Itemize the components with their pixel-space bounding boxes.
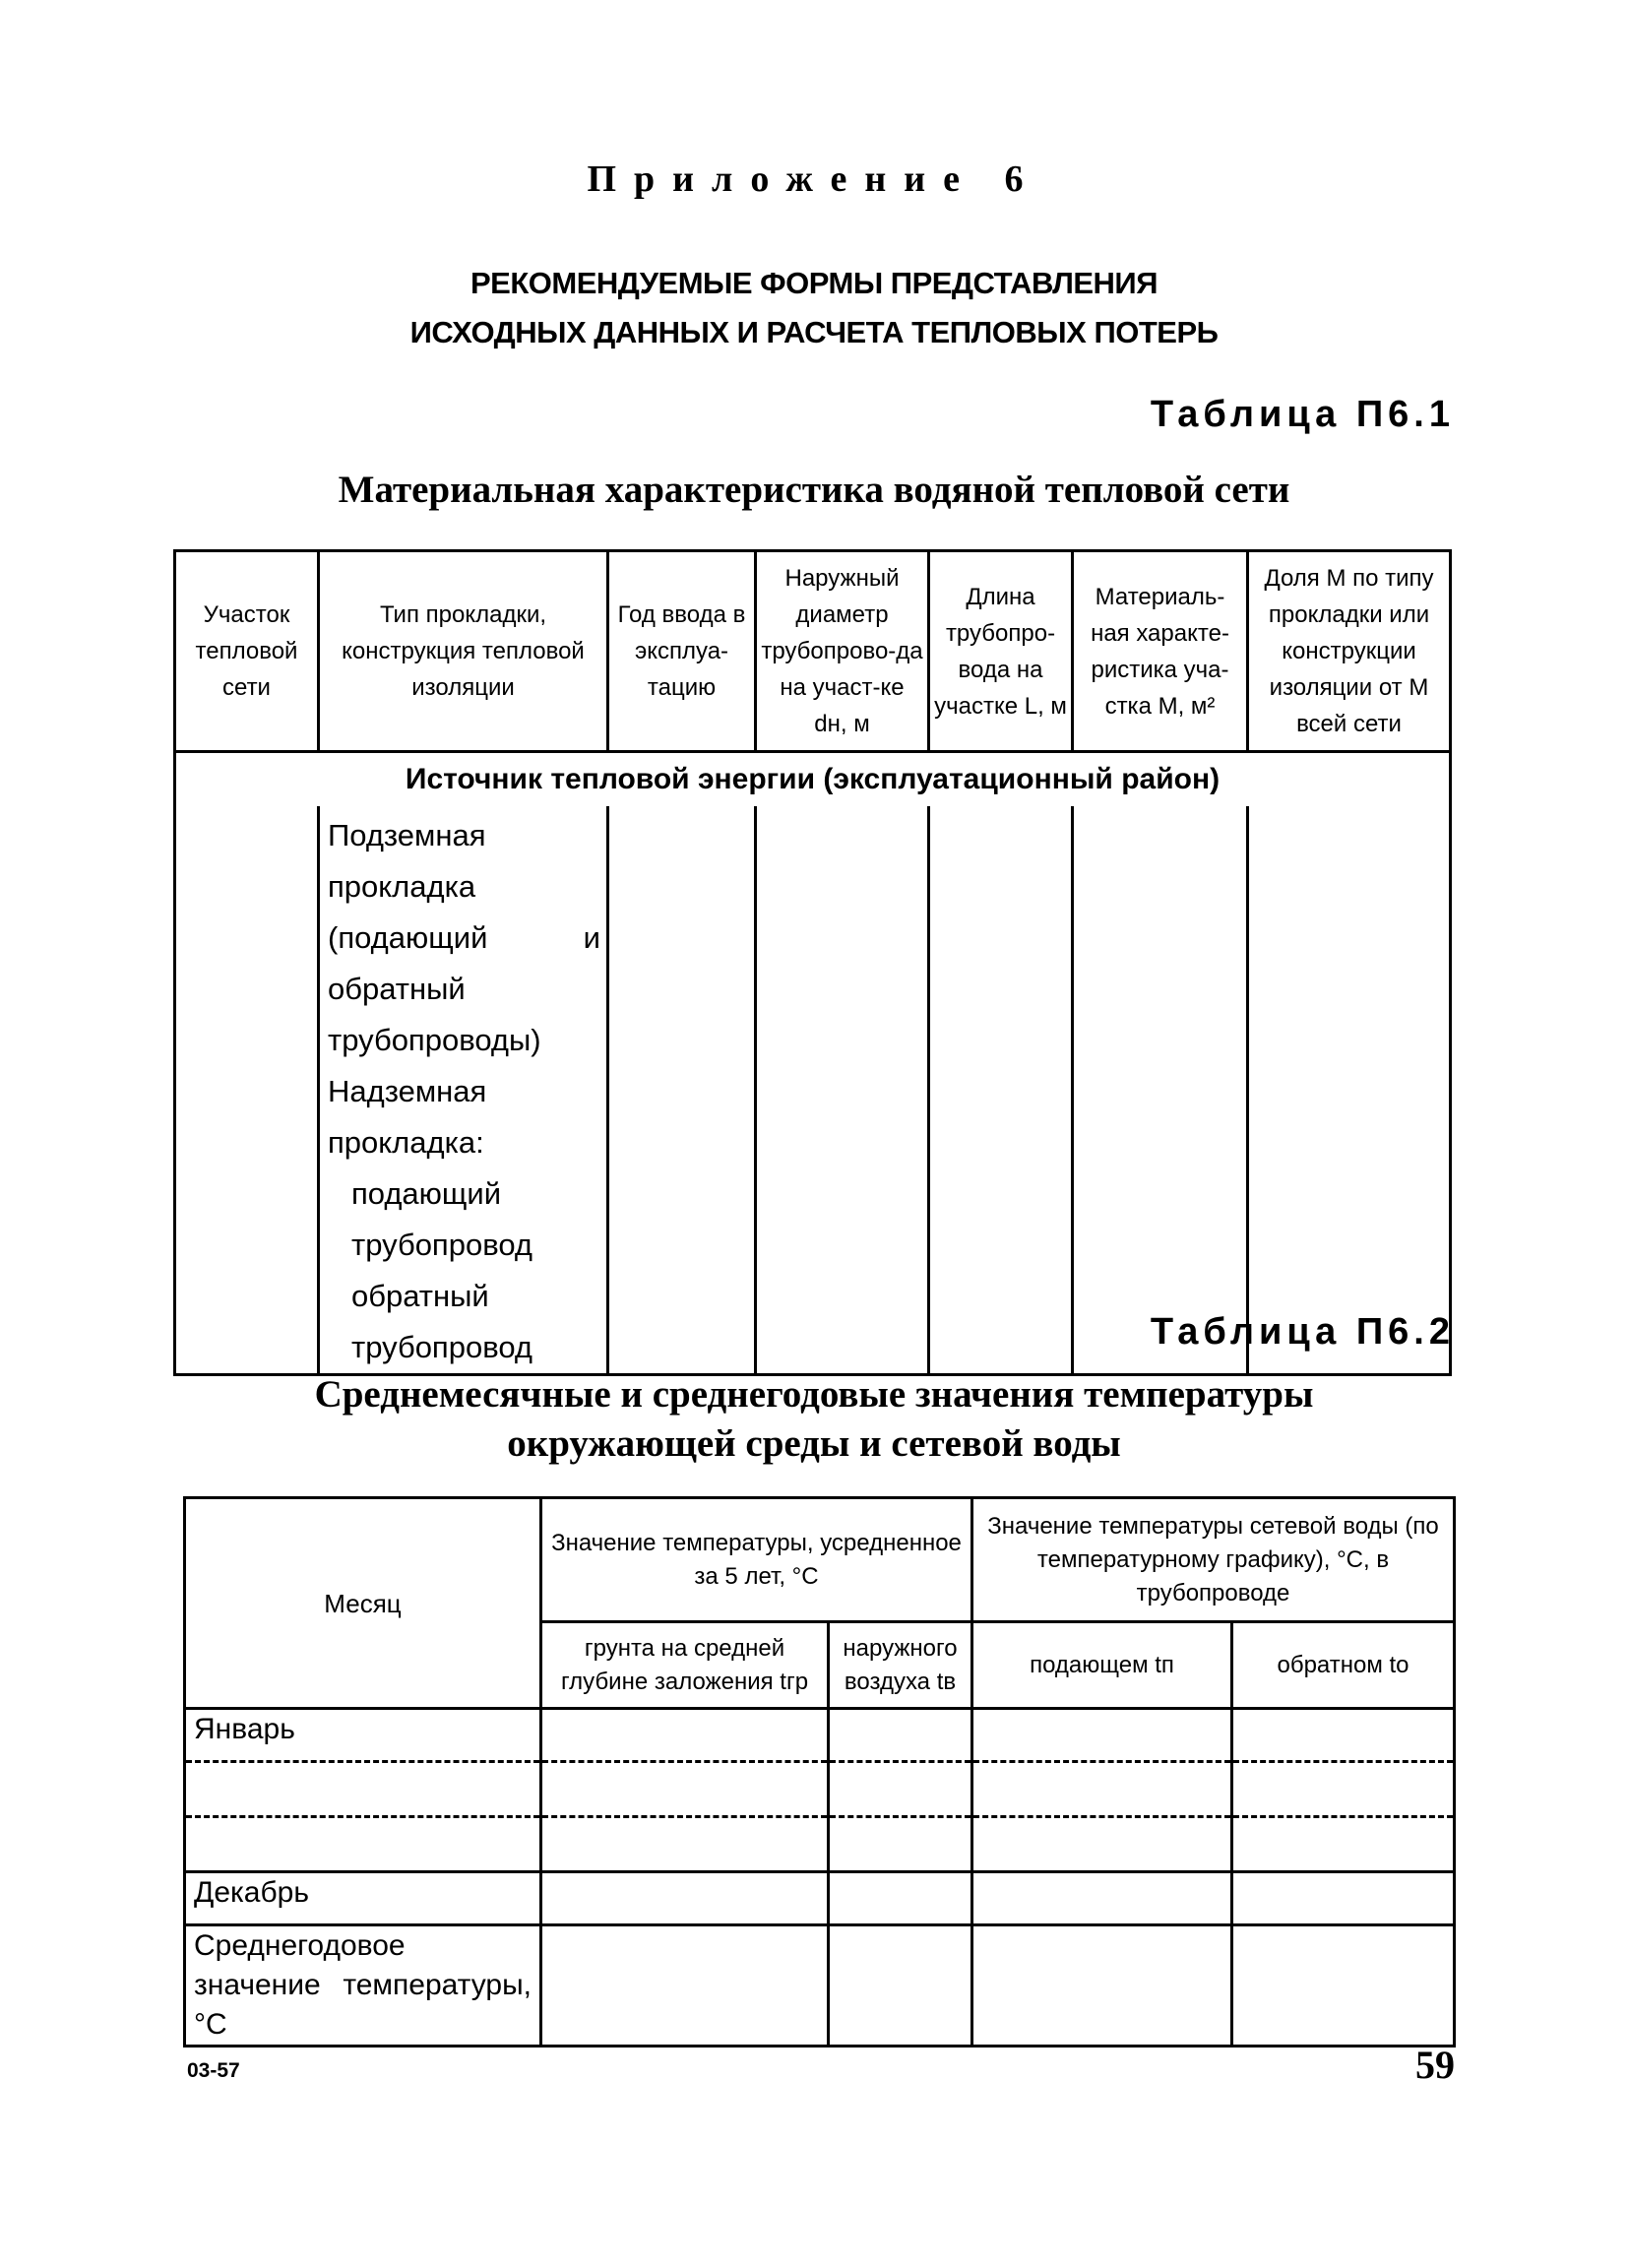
- table1-header-cell: Тип прокладки, конструкция тепловой изоляции: [319, 551, 608, 752]
- table2-sub-air: наружного воздуха tв: [829, 1622, 972, 1709]
- table1-cell: [1248, 806, 1451, 1375]
- table2: [183, 1496, 1456, 2048]
- table1-body-row: [175, 806, 1451, 1375]
- table1-header-cell: Участок тепловой сети: [175, 551, 319, 752]
- footer-code: 03-57: [187, 2059, 240, 2082]
- table2-cell: [541, 1925, 829, 2047]
- table2-header-row-1: [185, 1498, 1455, 1622]
- table1-cell: [1073, 806, 1248, 1375]
- table1-section-title: Источник тепловой энергии (эксплуатационный район): [175, 752, 1451, 807]
- table2-cell: [972, 1872, 1232, 1925]
- table1-header-cell: Материаль-ная характе-ристика уча-стка M, м²: [1073, 551, 1248, 752]
- table1-cell: [608, 806, 756, 1375]
- laying-aboveground: Надземная прокладка:: [328, 1074, 487, 1160]
- table2-sub-return: обратном tо: [1232, 1622, 1455, 1709]
- table2-cell: [541, 1709, 829, 1762]
- table2-cell: [972, 1817, 1232, 1872]
- laying-return: обратный трубопровод: [351, 1279, 532, 1364]
- table2-env-group-header: Значение температуры, усредненное за 5 лет, °С: [541, 1498, 972, 1622]
- table2-cell: [1232, 1709, 1455, 1762]
- table2-sub-soil: грунта на средней глубине заложения tгр: [541, 1622, 829, 1709]
- heading-line-2: ИСХОДНЫХ ДАННЫХ И РАСЧЕТА ТЕПЛОВЫХ ПОТЕРЬ: [409, 315, 1219, 349]
- page-number: 59: [1415, 2043, 1455, 2087]
- table1-cell: [175, 806, 319, 1375]
- table2-cell: [1232, 1925, 1455, 2047]
- table2-cell: [829, 1709, 972, 1762]
- table2-month-cell: Среднегодовое значение температуры, °С: [185, 1925, 541, 2047]
- table1-label: Таблица П6.1: [1150, 394, 1455, 435]
- laying-supply: подающий трубопровод: [351, 1176, 532, 1262]
- table1: [173, 549, 1452, 1376]
- table2-cell: [541, 1817, 829, 1872]
- table2-cell: [1232, 1872, 1455, 1925]
- table2-water-group-header: Значение температуры сетевой воды (по температурному графику), °С, в трубопроводе: [972, 1498, 1455, 1622]
- table2-label: Таблица П6.2: [1150, 1311, 1455, 1353]
- table2-caption-line-2: окружающей среды и сетевой воды: [507, 1422, 1121, 1465]
- appendix-title: Приложение 6: [587, 158, 1041, 200]
- table2-month-cell: Январь: [185, 1709, 541, 1762]
- table2-row-annual: [185, 1925, 1455, 2047]
- table2-month-header: Месяц: [185, 1498, 541, 1709]
- table2-month-cell: Декабрь: [185, 1872, 541, 1925]
- table2-cell: [1232, 1817, 1455, 1872]
- table1-header-cell: Доля M по типу прокладки или конструкции изоляции от M всей сети: [1248, 551, 1451, 752]
- table2-cell: [541, 1762, 829, 1817]
- laying-underground: Подземная прокладка (подающий и обратный трубопроводы): [328, 818, 600, 1057]
- table2-month-cell: [185, 1817, 541, 1872]
- table2-cell: [972, 1762, 1232, 1817]
- table2-row-blank: [185, 1762, 1455, 1817]
- table1-cell: [756, 806, 929, 1375]
- table1-section-row: [175, 752, 1451, 807]
- table2-row-january: [185, 1709, 1455, 1762]
- table2-cell: [541, 1872, 829, 1925]
- table2-cell: [829, 1762, 972, 1817]
- table1-header-row: [175, 551, 1451, 752]
- table2-row-blank: [185, 1817, 1455, 1872]
- table2-cell: [972, 1709, 1232, 1762]
- table2-cell: [829, 1925, 972, 2047]
- table2-sub-supply: подающем tп: [972, 1622, 1232, 1709]
- table1-header-cell: Год ввода в эксплуа-тацию: [608, 551, 756, 752]
- table2-cell: [1232, 1762, 1455, 1817]
- table2-caption-line-1: Среднемесячные и среднегодовые значения температуры: [314, 1373, 1314, 1416]
- table2-cell: [829, 1817, 972, 1872]
- table1-cell: [929, 806, 1073, 1375]
- table2-row-december: [185, 1872, 1455, 1925]
- table1-laying-cell: [319, 806, 608, 1375]
- table2-cell: [829, 1872, 972, 1925]
- table1-caption: Материальная характеристика водяной тепловой сети: [338, 469, 1290, 511]
- table2-cell: [972, 1925, 1232, 2047]
- table2-month-cell: [185, 1762, 541, 1817]
- table1-header-cell: Длина трубопро-вода на участке L, м: [929, 551, 1073, 752]
- heading-line-1: РЕКОМЕНДУЕМЫЕ ФОРМЫ ПРЕДСТАВЛЕНИЯ: [470, 266, 1158, 300]
- table1-header-cell: Наружный диаметр трубопрово-да на участ-ке dн, м: [756, 551, 929, 752]
